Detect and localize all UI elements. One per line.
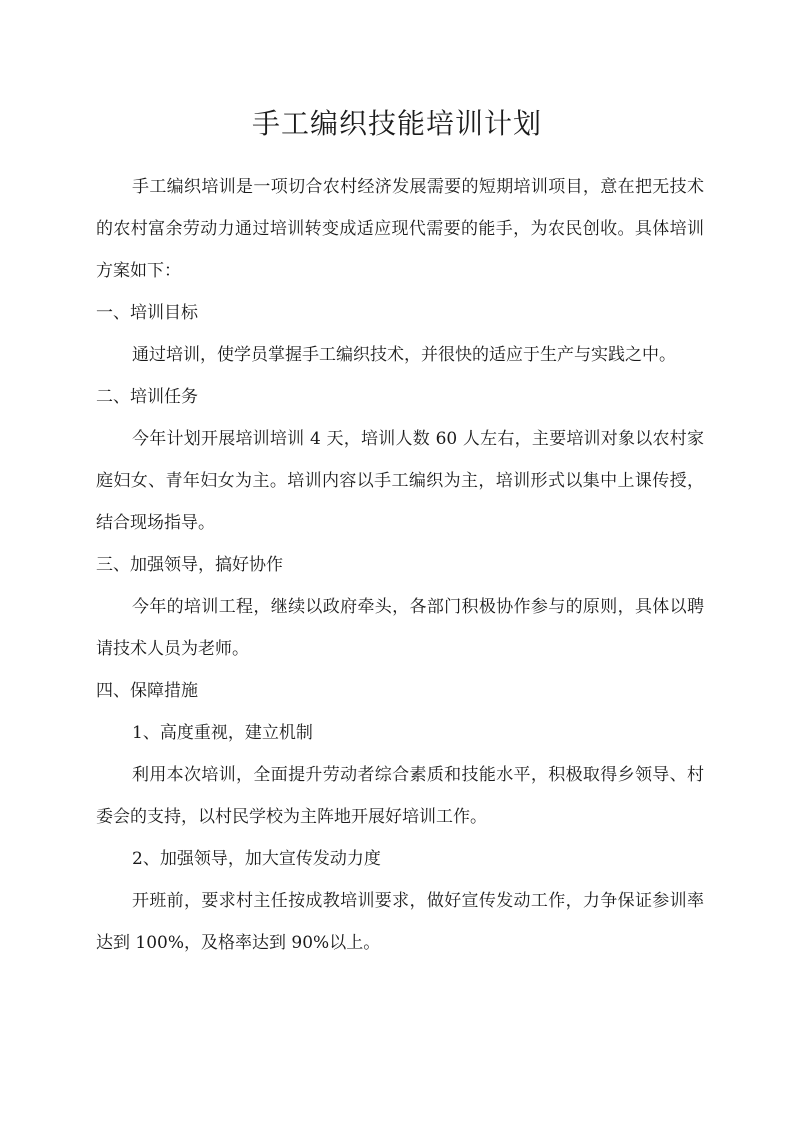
document-body (96, 166, 704, 964)
subsection-body-priority: 利用本次培训，全面提升劳动者综合素质和技能水平，积极取得乡领导、村委会的支持，以村民学校为主阵地开展好培训工作。 (96, 765, 704, 827)
section-body-goal: 通过培训，使学员掌握手工编织技术，并很快的适应于生产与实践之中。 (132, 345, 676, 365)
section-heading-goal: 一、培训目标 (96, 303, 198, 323)
section-body-leadership: 今年的培训工程，继续以政府牵头，各部门积极协作参与的原则，具体以聘请技术人员为老师。 (96, 597, 704, 659)
section-heading-leadership: 三、加强领导，搞好协作 (96, 555, 283, 575)
section-heading-measures: 四、保障措施 (96, 681, 198, 701)
section-heading-task: 二、培训任务 (96, 387, 198, 407)
section-body-task: 今年计划开展培训培训 4 天，培训人数 60 人左右，主要培训对象以农村家庭妇女、青年妇女为主。培训内容以手工编织为主，培训形式以集中上课传授，结合现场指导。 (96, 429, 704, 533)
intro-paragraph: 手工编织培训是一项切合农村经济发展需要的短期培训项目，意在把无技术的农村富余劳动力通过培训转变成适应现代需要的能手，为农民创收。具体培训方案如下： (96, 177, 704, 281)
subsection-heading-publicity: 2、加强领导，加大宣传发动力度 (132, 849, 381, 869)
subsection-body-publicity: 开班前，要求村主任按成教培训要求，做好宣传发动工作，力争保证参训率达到 100%，及格率达到 90%以上。 (96, 891, 704, 953)
document-title: 手工编织技能培训计划 (251, 107, 542, 140)
subsection-heading-priority: 1、高度重视，建立机制 (132, 723, 313, 743)
